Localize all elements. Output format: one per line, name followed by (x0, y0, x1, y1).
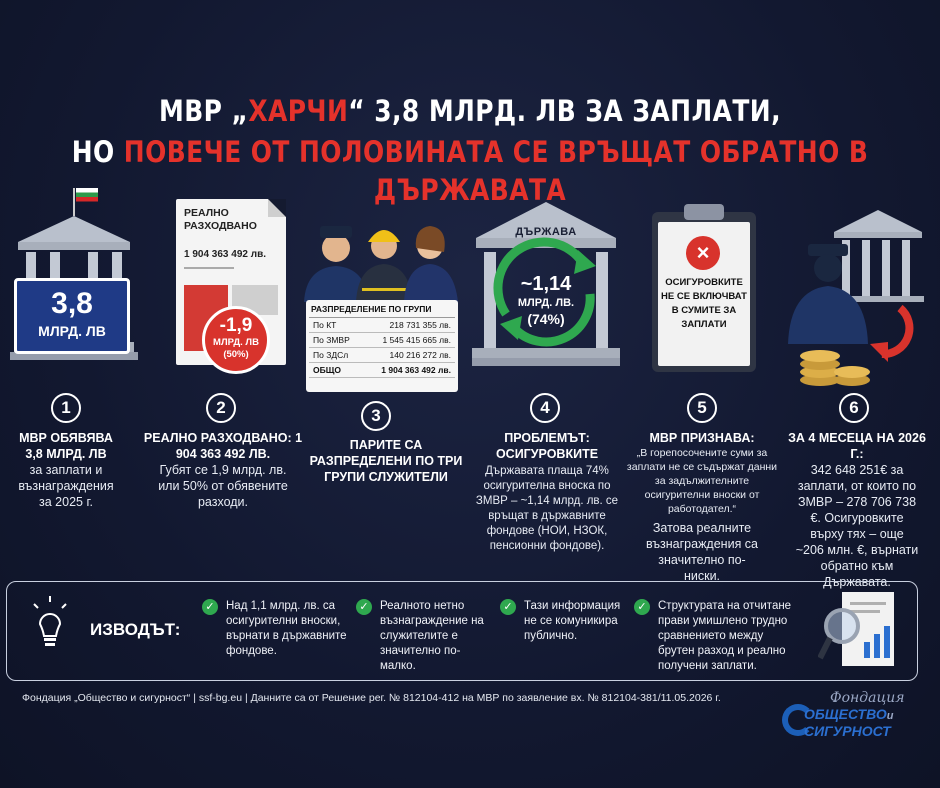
step-2-body: Губят се 1,9 млрд. лв. или 50% от обявените разходи. (158, 463, 288, 509)
title-highlight-1: ХАРЧИ (248, 94, 349, 128)
conclusions-label: ИЗВОДЪТ: (90, 620, 181, 639)
document-title: РЕАЛНО РАЗХОДВАНО (184, 207, 257, 232)
clipboard-text: ОСИГУРОВКИТЕ НЕ СЕ ВКЛЮЧВАТ В СУМИТЕ ЗА ЗАПЛАТИ (661, 277, 747, 330)
officers-icon (302, 212, 462, 302)
step-number-5: 5 (687, 393, 717, 423)
step-4 (472, 430, 622, 554)
title-highlight-2: ПОВЕЧЕ ОТ ПОЛОВИНАТА СЕ ВРЪЩАТ ОБРАТНО В ДЪРЖАВАТА (123, 135, 869, 207)
step-1-body: за заплати и възнаграждения за 2025 г. (18, 463, 114, 509)
step-5-quote: „В горепосочените суми за заплати не се съдържат данни за задължителните осигурителни вноски от работодател.“ (626, 447, 778, 515)
table-row-total: ОБЩО 1 904 363 492 лв. (309, 363, 455, 378)
returned-amount: ~1,14 МЛРД. ЛВ. (74%) (517, 273, 575, 327)
table-row: По ЗМВР 1 545 415 665 лв. (309, 333, 455, 348)
step-4-heading: ПРОБЛЕМЪТ: ОСИГУРОВКИТЕ (495, 431, 599, 461)
foundation-logo: Фондация ОБЩЕСТВОи СИГУРНОСТ (782, 690, 932, 750)
check-icon: ✓ (202, 599, 218, 615)
step-5 (626, 430, 778, 584)
x-mark-icon: × (686, 236, 720, 270)
step-number-3: 3 (361, 401, 391, 431)
state-building-illustration (472, 196, 620, 368)
check-icon: ✓ (500, 599, 516, 615)
conclusion-item-4: Структурата на отчитане прави умишлено трудно сравнението между брутен разход и реално получени заплати. (658, 600, 792, 672)
clipboard-illustration (652, 212, 756, 372)
step-1 (0, 430, 141, 510)
step-3 (302, 437, 470, 485)
officer-coins-illustration (786, 204, 926, 390)
loss-badge-value: -1,9 (219, 315, 253, 336)
officers-illustration (302, 212, 462, 302)
clipboard-clip (684, 204, 724, 220)
amount-value: 3,8 (51, 287, 93, 320)
table-row: По КТ 218 731 355 лв. (309, 318, 455, 333)
state-building-label: ДЪРЖАВА (515, 226, 577, 238)
report-magnifier-icon (818, 590, 898, 672)
distribution-table (306, 300, 458, 392)
document-value: 1 904 363 492 лв. (184, 249, 267, 260)
step-2 (143, 430, 303, 510)
table-row: По ЗДСл 140 216 272 лв. (309, 348, 455, 363)
step-4-body: Държавата плаща 74% осигурителна вноска по ЗМВР – ~1,14 млрд. лв. се връщат в държавните фондове (НОИ, НЗОК, пенсионни фондове). (475, 465, 619, 552)
step-6-heading: ЗА 4 МЕСЕЦА НА 2026 Г.: (788, 431, 926, 461)
logo-line-2: СИГУРНОСТ (804, 723, 891, 739)
title-line-2: НО ПОВЕЧЕ ОТ ПОЛОВИНАТА СЕ ВРЪЩАТ ОБРАТНО В ДЪРЖАВАТА (71, 135, 869, 207)
officer-coins-icon (786, 204, 926, 390)
step-number-1: 1 (51, 393, 81, 423)
step-1-heading: МВР ОБЯВЯВА 3,8 МЛРД. ЛВ (19, 431, 113, 461)
loss-badge: -1,9 МЛРД. ЛВ (50%) (202, 306, 270, 374)
amount-unit: МЛРД. ЛВ (38, 323, 106, 339)
step-5-body: Затова реалните възнаграждения са значително по-ниски. (645, 521, 759, 583)
check-icon: ✓ (634, 599, 650, 615)
step-2-heading: РЕАЛНО РАЗХОДВАНО: 1 904 363 492 ЛВ. (143, 431, 303, 461)
illustration-building-amount (10, 182, 138, 362)
amount-panel (14, 278, 130, 354)
conclusion-item-3: Тази информация не се комуникира публично. (524, 600, 621, 642)
document-corner (268, 199, 286, 217)
distribution-table-title: РАЗПРЕДЕЛЕНИЕ ПО ГРУПИ (309, 302, 455, 318)
conclusion-item-1: Над 1,1 млрд. лв. са осигурителни вноски, върнати в държавните фондове. (226, 600, 347, 657)
step-number-4: 4 (530, 393, 560, 423)
check-icon: ✓ (356, 599, 372, 615)
step-number-2: 2 (206, 393, 236, 423)
lightbulb-icon (30, 594, 70, 656)
step-3-heading: ПАРИТЕ СА РАЗПРЕДЕЛЕНИ ПО ТРИ ГРУПИ СЛУЖИТЕЛИ (309, 438, 463, 484)
step-6-body: 342 648 251€ за заплати, от които по ЗМВР – 278 706 738 €. Осигуровките върху тях – още ~206 млн. €, върнати обратно към Държавата. (795, 463, 919, 589)
step-5-heading: МВР ПРИЗНАВА: (649, 431, 755, 445)
title-line-1: МВР „ХАРЧИ“ 3,8 МЛРД. ЛВ ЗА ЗАПЛАТИ, (158, 94, 781, 128)
step-6 (782, 430, 932, 590)
footer-source: Фондация „Общество и сигурност“ | ssf-bg.eu | Данните са от Решение рег. № 812104-412 на МВР по заявление вх. № 812104-381/11.05.2026 г. (22, 692, 721, 704)
conclusion-item-2: Реалното нетно възнаграждение на служителите е значително по-малко. (380, 600, 484, 672)
step-number-6: 6 (839, 393, 869, 423)
logo-line-1: ОБЩЕСТВОи (804, 706, 894, 722)
